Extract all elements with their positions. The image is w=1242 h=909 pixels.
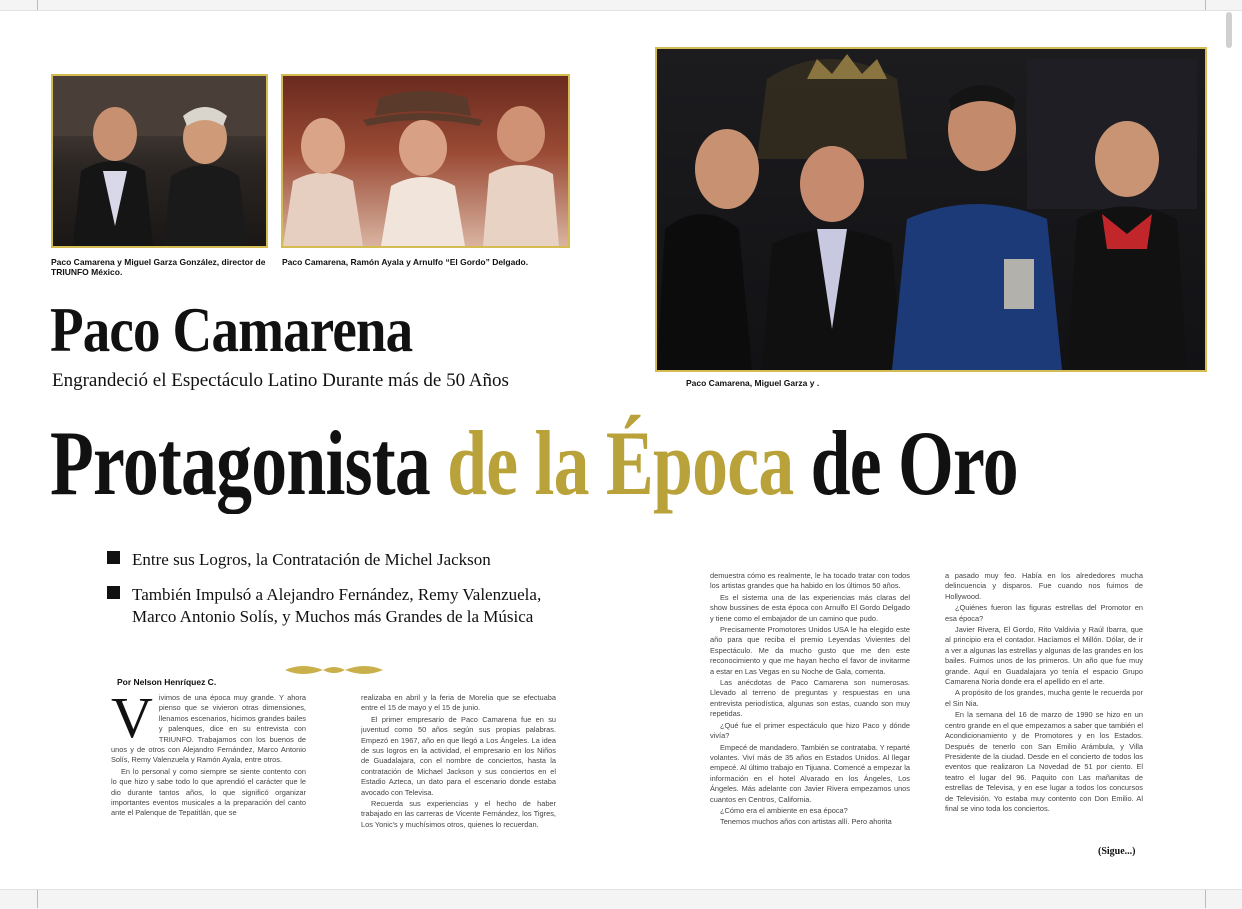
article-headline: [50, 412, 1018, 514]
article-subtitle: Engrandeció el Espectáculo Latino Durante más de 50 Años: [52, 370, 509, 391]
page-bottom-strip: [0, 889, 1242, 909]
column-1-paragraph: En lo personal y como siempre se siente contento con lo que hizo y sabe todo lo que aprendió el carácter que le dio durante tantos años, lo que significó organizar importantes eventos musicales a la preparación del canto ante el Palenque de Tepatitlán, que se: [111, 766, 306, 818]
column-3-paragraph: ¿Qué fue el primer espectáculo que hizo Paco y dónde vivía?: [710, 720, 910, 741]
column-3-paragraph: Tenemos muchos años con artistas allí. Pero ahorita: [720, 817, 892, 827]
photo-camarena-ayala-delgado: [281, 74, 570, 248]
column-1-paragraph: ivimos de una época muy grande. Y ahora pienso que se vivieron otras dimensiones, llenamos escenarios, hicimos grandes bailes y palenques, dice en su entrevista con TRIUNFO. Trabajamos con los buenos de unos y de otros con Alejandro Fernández, Marco Antonio Solís, Remy Valenzuela y Ramón Ayala, entre otros.: [111, 693, 306, 765]
continue-label: (Sigue...): [1098, 846, 1136, 857]
column-2-paragraph: Recuerda sus experiencias y el hecho de haber trabajado en las carreras de Vicente Fernández, los Tigres, Los Yonic's y muchísimos otros, quienes lo recuerdan.: [361, 799, 556, 829]
page-tick-right: [1205, 0, 1206, 10]
column-3-paragraph: Empecé de mandadero. También se contrataba. Y reparté volantes. Viví más de 35 años en Estados Unidos. Al llegar empecé. Al último trabajo en Tijuana. Comencé a empezar la información en el hotel Alvarado en los Ángeles, Los Ángeles. Más adelante con Javier Rivera empezamos unos cuantos en Centros, California.: [710, 742, 910, 804]
photo-camarena-garza: [51, 74, 268, 248]
column-4-paragraph: A propósito de los grandes, mucha gente le recuerda por el Sin Nia.: [945, 688, 1143, 708]
bullet-square-icon: [107, 586, 120, 599]
column-3-paragraph: demuestra cómo es realmente, le ha tocado tratar con todos los artistas grandes que ha habido en los últimos 50 años.: [710, 571, 910, 591]
bullet-1-text: Entre sus Logros, la Contratación de Michel Jackson: [132, 550, 491, 569]
bullet-1: [107, 549, 491, 570]
photo-camarena-garza-group-figures: [657, 49, 1205, 370]
bullet-2-text: También Impulsó a Alejandro Fernández, Remy Valenzuela,: [132, 585, 542, 604]
photo-camarena-garza-group: [655, 47, 1207, 372]
column-3-paragraph: Precisamente Promotores Unidos USA le ha elegido este año para que reciba el premio Leyendas Vivientes del Espectáculo. Me da mucho gusto que me den este reconocimiento y que me hayan hecho el favor de invitarme a estar en Las Vegas en su Noche de Gala, comenta.: [710, 625, 910, 676]
article-column-1: [111, 693, 306, 851]
column-4-paragraph: En la semana del 16 de marzo de 1990 se hizo en un centro grande en el que empezamos a saber que también el Acondicionamiento y de Promotores y en los Estados. Después de tenerlo con San Emilio Arámbula, y Villa Presidente de la ciudad. Desde en el concierto de todos los eventos que realizaron La Novedad de 51 por ciento. El teatro el lugar del 96. Paquito con Las mañanitas de estrellas de Televisa, y en ese lugar a todos los concursos de Televisión. Yo estaba muy contento con Don Emilio. Al final se vino toda los conciertos.: [945, 710, 1143, 813]
column-3-paragraph: Es el sistema una de las experiencias más claras del show bussines de esta época con Arnulfo El Gordo Delgado y tiene como el embajador de un camino que pudo.: [710, 592, 910, 623]
page-tick-right-bottom: [1205, 890, 1206, 908]
page-top-strip: [0, 0, 1242, 11]
column-4-paragraph: a pasado muy feo. Había en los alrededores mucha delincuencia y disparos. Fue cuando nos fuimos de Hollywood.: [945, 571, 1143, 601]
scrollbar-thumb[interactable]: [1226, 12, 1232, 48]
caption-photo-3: Paco Camarena, Miguel Garza y .: [686, 378, 820, 388]
column-2-paragraph: El primer empresario de Paco Camarena fue en su juventud como 50 años según sus propias palabras. Empezó en 1967, año en que llegó a Los Ángeles. La idea de sus logros en la actividad, el empresario en los Niños de Guadalajara, con el nombre de conciertos, hasta la contratación de Michael Jackson y sus conciertos en el Estadio Azteca, un dato para el escenario donde estaba avocado con Televisa.: [361, 714, 556, 797]
column-4-paragraph: Javier Rivera, El Gordo, Rito Valdivia y Raúl Ibarra, que al principio era el contador. Hacíamos el Millón. Dólar, de ir a ver a algunas las estrellas y algunas de las grandes en los bailes. Fuimos unos de los primeros. Un año que fue muy grande. Aquí en Guadalajara yo tenía el espacio Grupo Camarena Noria donde era el apellido en el arte.: [945, 625, 1143, 687]
article-title: Paco Camarena: [50, 294, 413, 365]
byline: Por Nelson Henríquez C.: [117, 677, 217, 687]
headline-part-3: de Oro: [810, 412, 1018, 514]
photo-camarena-garza-figures: [53, 76, 266, 246]
headline-part-2: de la Época: [447, 412, 794, 514]
bullet-2-continued: Marco Antonio Solís, y Muchos más Grandes de la Música: [132, 607, 534, 626]
caption-photo-2: Paco Camarena, Ramón Ayala y Arnulfo “El Gordo” Delgado.: [282, 257, 529, 267]
article-column-4: [945, 571, 1143, 847]
photo-camarena-ayala-delgado-figures: [283, 76, 568, 246]
bullet-2: [107, 584, 541, 605]
bullet-square-icon: [107, 551, 120, 564]
column-3-paragraph: ¿Cómo era el ambiente en esa época?: [720, 805, 848, 815]
column-2-paragraph: realizaba en abril y la feria de Morelia que se efectuaba entre el 15 de mayo y el 15 de junio.: [361, 693, 556, 713]
page-tick-left-bottom: [37, 890, 38, 908]
article-column-2: [361, 693, 556, 851]
headline-part-1: Protagonista: [50, 412, 430, 514]
ornament-divider-icon: [283, 660, 385, 680]
caption-photo-1: Paco Camarena y Miguel Garza González, director de TRIUNFO México.: [51, 257, 266, 277]
column-3-paragraph: Las anécdotas de Paco Camarena son numerosas. Llevado al terreno de preguntas y respuestas en una entrevista periodística, algunas son estas, cuando son muy repetidas.: [710, 678, 910, 719]
column-4-paragraph: ¿Quiénes fueron las figuras estrellas del Promotor en esa época?: [945, 603, 1143, 623]
page-tick-left: [37, 0, 38, 10]
dropcap: V: [111, 693, 153, 750]
article-column-3: [710, 571, 910, 861]
